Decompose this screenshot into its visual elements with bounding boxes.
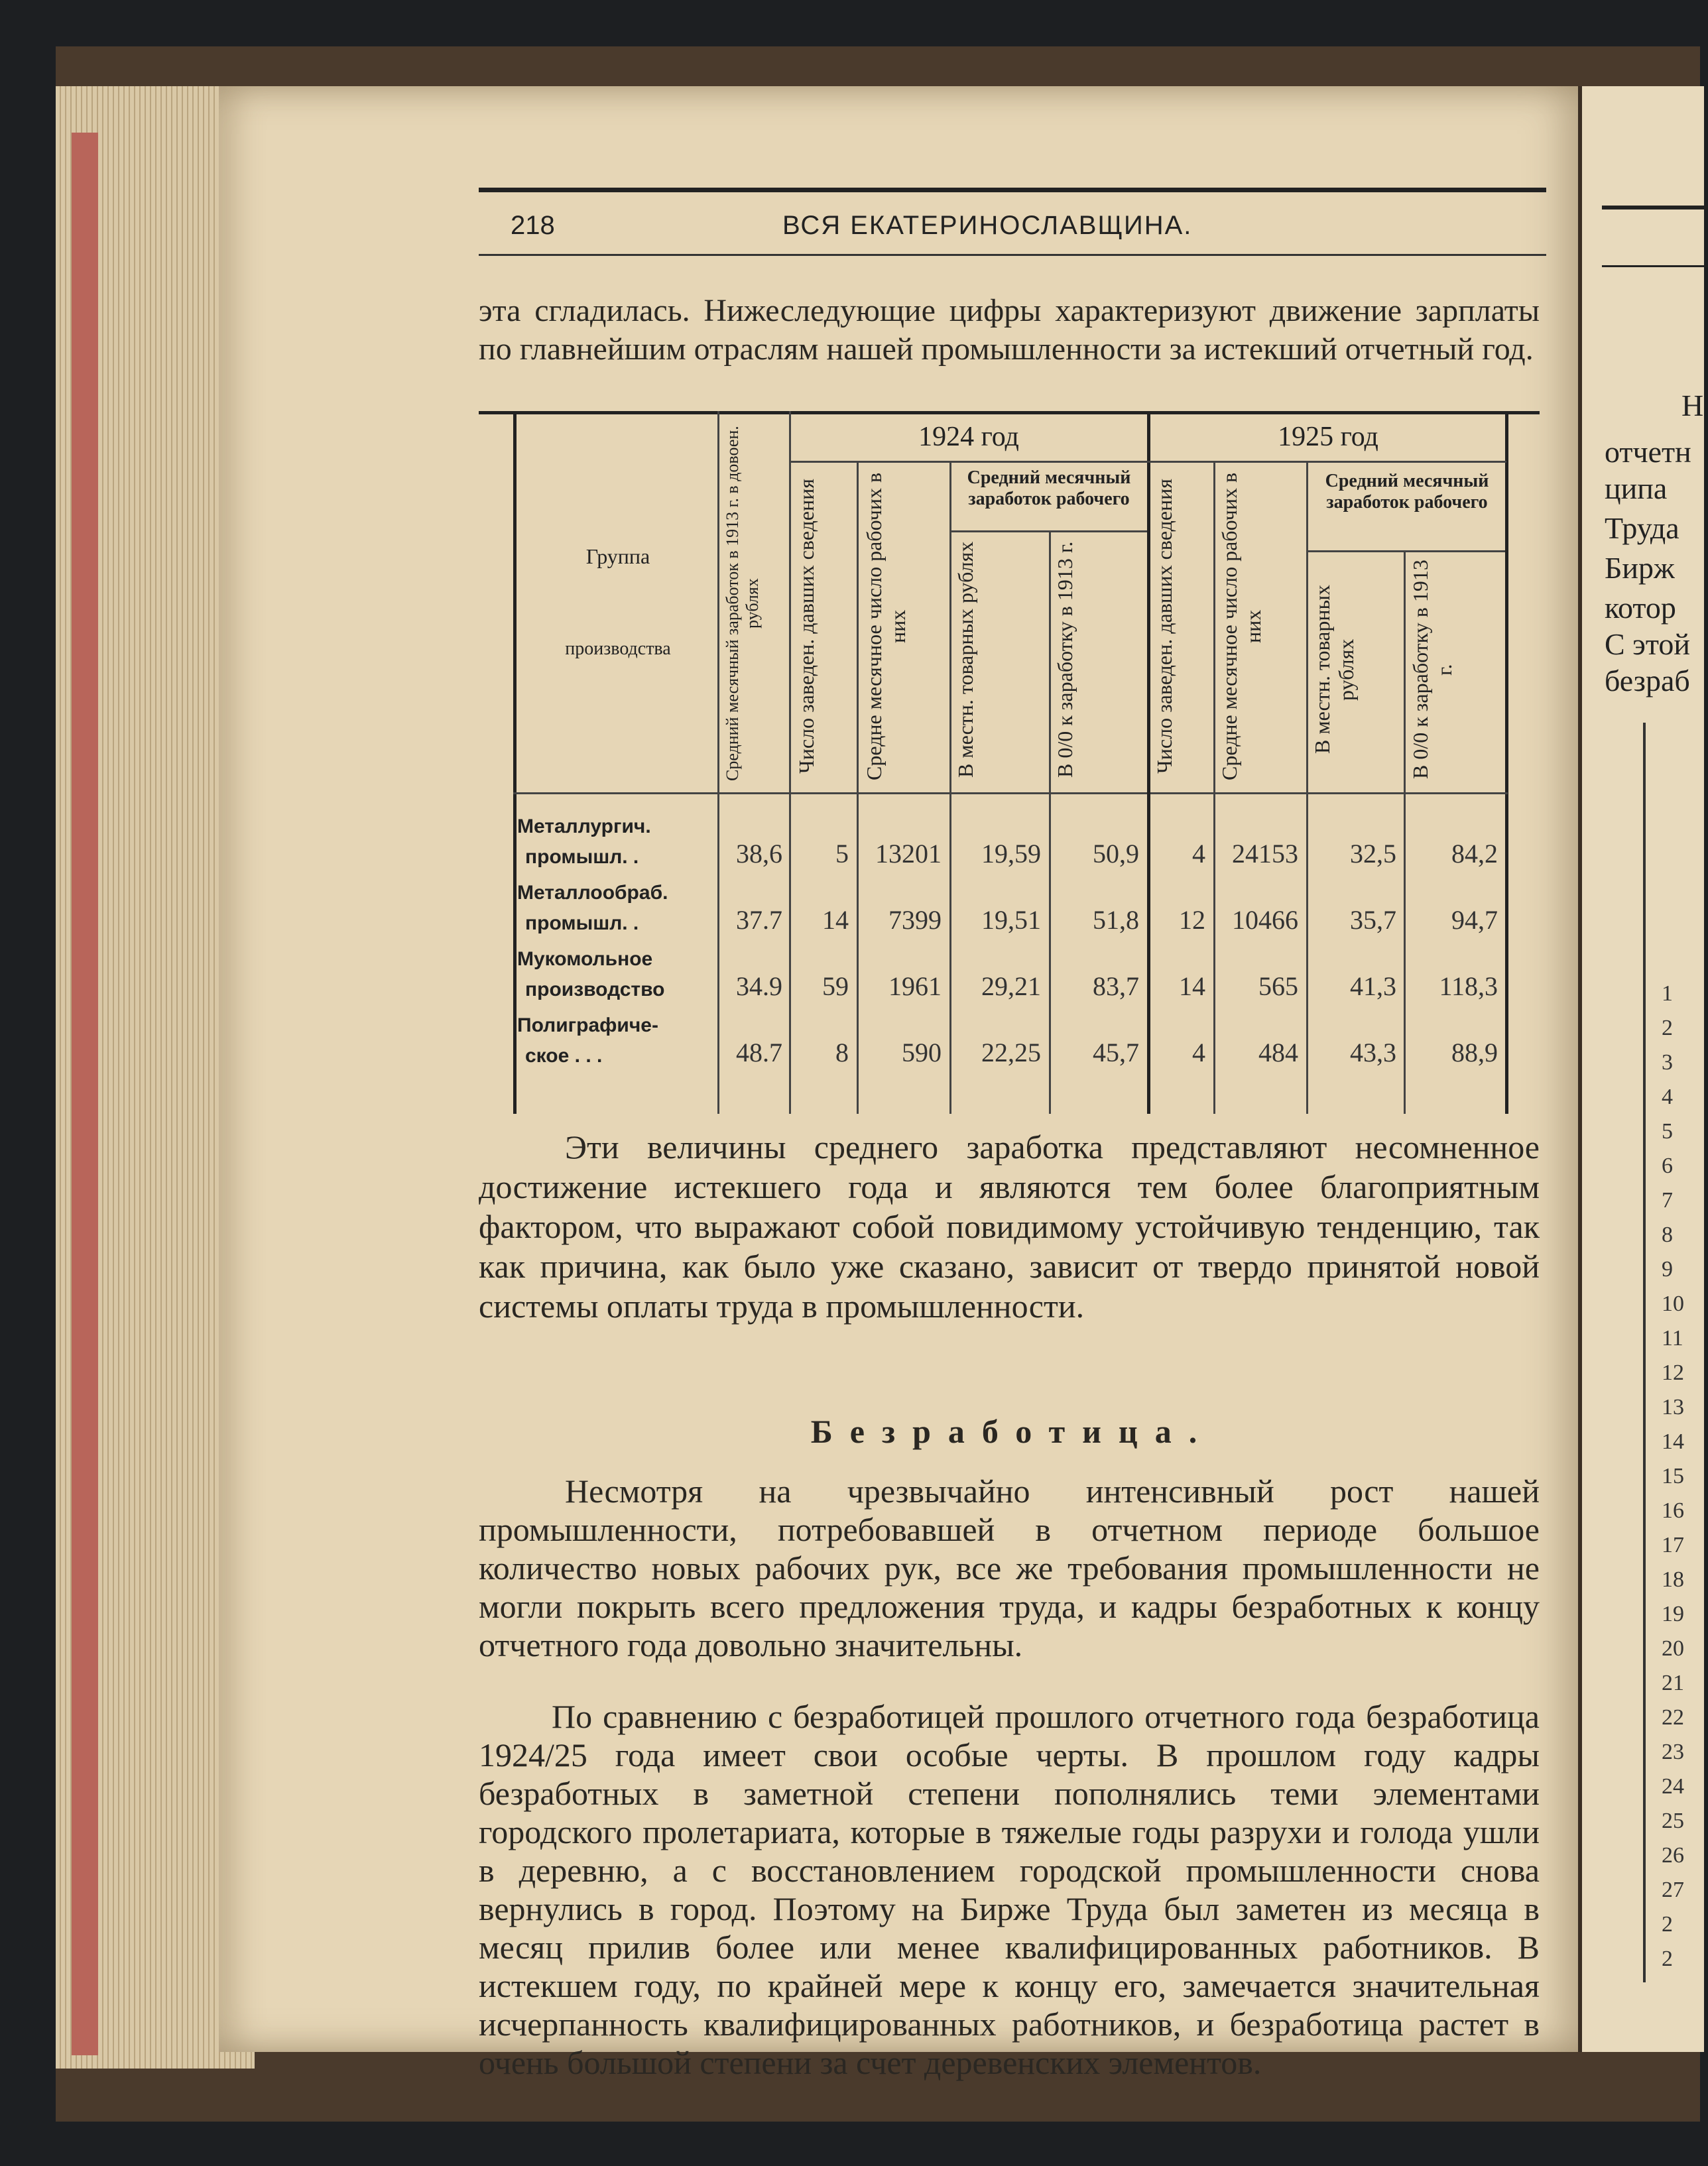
right-page-number: 13: [1662, 1395, 1684, 1419]
table-cell-w25: 24153: [1232, 839, 1298, 869]
right-page-number: 24: [1662, 1774, 1684, 1799]
table-cell-w25: 565: [1258, 971, 1298, 1001]
table-cell-p24: 45,7: [1093, 1038, 1139, 1067]
right-page-number: 23: [1662, 1740, 1684, 1764]
table-cell-w24: 1961: [888, 971, 942, 1001]
paragraph-4: По сравнению с безработицей прошлого отчетного года безработица 1924/25 года имеет свои особые черты. В прошлом году кадры безработных в заметной степени пополнялись теми элементами городского пролетариата, которые в тяжелые годы разрухи и голода ушли в деревню, а с восстановлением городской промышленности снова вернулись в город. Поэтому на Бирже Труда был заметен из месяца в месяц прилив более или менее квалифицированных работников. В истекшем году, по крайней мере к концу его, замечается значительная исчерпанность квалифицированных работников, и безработица растет в очень большой степени за счет деревенских элементов.: [479, 1698, 1540, 2081]
table-cell-e24: 59: [822, 971, 849, 1001]
right-page-number: 9: [1662, 1257, 1673, 1282]
avg-rule: [949, 530, 1147, 532]
row-label-line2: производство: [525, 979, 665, 1000]
row-label-line1: Металлургич.: [517, 815, 651, 837]
right-page-number: 1: [1662, 981, 1673, 1006]
right-page-line: С этой: [1605, 627, 1691, 661]
running-title: ВСЯ ЕКАТЕРИНОСЛАВЩИНА.: [782, 211, 1193, 240]
right-page-number: 2: [1662, 1016, 1673, 1040]
intro-paragraph: эта сгладилась. Нижеследующие цифры характеризуют движение зарплаты по главнейшим отраслям нашей промышленности за истекший отчетный год.: [479, 293, 1540, 367]
table-right-rule: [1505, 411, 1508, 1114]
table-cell-pre1913: 34.9: [736, 971, 782, 1001]
table-cell-p24: 51,8: [1093, 905, 1139, 935]
right-page-rule: [1602, 206, 1708, 210]
col-sep: [949, 461, 951, 1114]
right-page-fragment: [1578, 86, 1704, 2052]
table-header-rule: [513, 792, 1508, 794]
right-page-line: котор: [1605, 591, 1676, 625]
col-sep: [1213, 461, 1215, 1114]
table-cell-w24: 590: [902, 1038, 942, 1067]
header-rule-bottom: [479, 254, 1546, 256]
col-enterprises-1924: Число заведен. давших сведения: [794, 479, 818, 774]
row-label-line2: ское . . .: [525, 1045, 603, 1067]
right-page-number: 10: [1662, 1292, 1684, 1316]
wage-table: [479, 411, 1540, 1120]
right-page-number: 22: [1662, 1705, 1684, 1730]
table-cell-w24: 7399: [888, 905, 942, 935]
col-sep: [789, 411, 791, 1114]
table-left-rule: [513, 411, 517, 1114]
row-label-line2: промышл. .: [525, 846, 639, 868]
right-page-table-rule: [1643, 723, 1646, 1982]
row-label-line2: промышл. .: [525, 912, 639, 934]
paragraph-3: Несмотря на чрезвычайно интенсивный рост нашей промышленности, потребовавшей в отчетном периоде большое количество новых рабочих рук, все же требования промышленности не могли покрыть всего предложения труда, и кадры безработных к концу отчетного года довольно значительны.: [479, 1473, 1540, 1663]
col-sep: [1306, 461, 1308, 1114]
col-local-rub-1925: В местн. товарных рублях: [1310, 585, 1358, 754]
table-cell-w25: 10466: [1232, 905, 1298, 935]
table-top-rule: [479, 411, 1540, 414]
col-pct-1913-1925: В 0/0 к заработку в 1913 г.: [1408, 560, 1456, 780]
paragraph-after-table: Эти величины среднего заработка представляют несомненное достижение истекшего года и являются тем более благоприятным фактором, что выражают собой повидимому устойчивую тенденцию, так как причина, как было уже сказано, зависит от твердо принятой новой системы оплаты труда в промышленности.: [479, 1128, 1540, 1325]
right-page-number: 6: [1662, 1154, 1673, 1178]
row-label-line1: Металлообраб.: [517, 882, 668, 904]
table-cell-p25: 94,7: [1451, 905, 1498, 935]
table-cell-p24: 50,9: [1093, 839, 1139, 869]
table-cell-r25: 43,3: [1350, 1038, 1396, 1067]
table-cell-r24: 19,51: [981, 905, 1041, 935]
table-cell-p24: 83,7: [1093, 971, 1139, 1001]
right-page-line: Труда: [1605, 511, 1679, 545]
row-label-line1: Мукомольное: [517, 948, 653, 970]
table-cell-r25: 41,3: [1350, 971, 1396, 1001]
table-cell-e25: 4: [1192, 1038, 1205, 1067]
table-cell-w24: 13201: [875, 839, 942, 869]
table-cell-e24: 5: [835, 839, 849, 869]
table-cell-r25: 35,7: [1350, 905, 1396, 935]
year-1924-header: 1924 год: [918, 422, 1019, 452]
right-page-line: Бирж: [1605, 551, 1675, 585]
col-sep: [1049, 530, 1051, 1114]
col-avg-group-1924: Средний месячный заработок рабочего: [967, 467, 1131, 509]
col-sep: [857, 461, 859, 1114]
right-page-number: 27: [1662, 1878, 1684, 1902]
book-binding-edge: [72, 133, 98, 2055]
table-cell-p25: 118,3: [1439, 971, 1498, 1001]
col-sep: [717, 411, 719, 1114]
right-page-number: 25: [1662, 1809, 1684, 1833]
right-page-number: 5: [1662, 1119, 1673, 1144]
right-page-number: 8: [1662, 1223, 1673, 1247]
col-workers-1924: Средне месячное число рабочих в них: [862, 472, 910, 781]
table-cell-pre1913: 37.7: [736, 905, 782, 935]
year-rule: [789, 461, 1147, 463]
right-page-number: 2: [1662, 1947, 1673, 1971]
group-header-2: производства: [565, 638, 671, 659]
right-page-number: 2: [1662, 1912, 1673, 1937]
year-sep: [1147, 411, 1150, 1114]
col-1913-header: Средний месячный заработок в 1913 г. в довоен. рублях: [723, 426, 762, 781]
right-page-number: 16: [1662, 1498, 1684, 1523]
group-header: Группа: [585, 544, 650, 568]
avg-rule: [1306, 550, 1505, 552]
right-page-number: 12: [1662, 1360, 1684, 1385]
col-sep: [1404, 550, 1406, 1114]
table-cell-p25: 88,9: [1451, 1038, 1498, 1067]
table-cell-pre1913: 38,6: [736, 839, 782, 869]
year-1925-header: 1925 год: [1278, 422, 1378, 452]
section-title: Безработица.: [810, 1413, 1215, 1450]
right-page-number: 7: [1662, 1188, 1673, 1213]
col-enterprises-1925: Число заведен. давших сведения: [1152, 479, 1176, 774]
header-rule-top: [479, 188, 1546, 192]
right-page-number: 17: [1662, 1533, 1684, 1557]
right-page-line: отчетн: [1605, 435, 1691, 469]
right-page-number: 11: [1662, 1326, 1683, 1351]
table-cell-r25: 32,5: [1350, 839, 1396, 869]
page-number: 218: [511, 211, 555, 240]
table-cell-e24: 8: [835, 1038, 849, 1067]
right-page-number: 4: [1662, 1085, 1673, 1109]
col-avg-group-1925: Средний месячный заработок рабочего: [1325, 471, 1489, 512]
right-page-number: 3: [1662, 1050, 1673, 1075]
right-page-number: 20: [1662, 1636, 1684, 1661]
table-cell-pre1913: 48.7: [736, 1038, 782, 1067]
table-cell-r24: 22,25: [981, 1038, 1041, 1067]
year-rule: [1147, 461, 1506, 463]
table-cell-e24: 14: [822, 905, 849, 935]
table-cell-r24: 19,59: [981, 839, 1041, 869]
row-label-line1: Полиграфиче-: [517, 1014, 658, 1036]
table-cell-e25: 4: [1192, 839, 1205, 869]
right-page-number: 19: [1662, 1602, 1684, 1626]
right-page-number: 14: [1662, 1429, 1684, 1454]
right-page-line: ципа: [1605, 471, 1668, 505]
table-cell-e25: 14: [1179, 971, 1205, 1001]
col-local-rub-1924: В местн. товарных рублях: [953, 541, 977, 778]
table-cell-w25: 484: [1258, 1038, 1298, 1067]
col-pct-1913-1924: В 0/0 к заработку в 1913 г.: [1053, 541, 1077, 778]
table-cell-p25: 84,2: [1451, 839, 1498, 869]
right-page-number: 15: [1662, 1464, 1684, 1488]
col-workers-1925: Средне месячное число рабочих в них: [1217, 472, 1265, 781]
right-page-number: 18: [1662, 1567, 1684, 1592]
right-page-number: 21: [1662, 1671, 1684, 1695]
table-cell-r24: 29,21: [981, 971, 1041, 1001]
right-page-rule: [1602, 265, 1708, 267]
right-page-line: Н: [1681, 389, 1704, 422]
right-page-number: 26: [1662, 1843, 1684, 1868]
right-page-line: безраб: [1605, 664, 1690, 697]
table-cell-e25: 12: [1179, 905, 1205, 935]
